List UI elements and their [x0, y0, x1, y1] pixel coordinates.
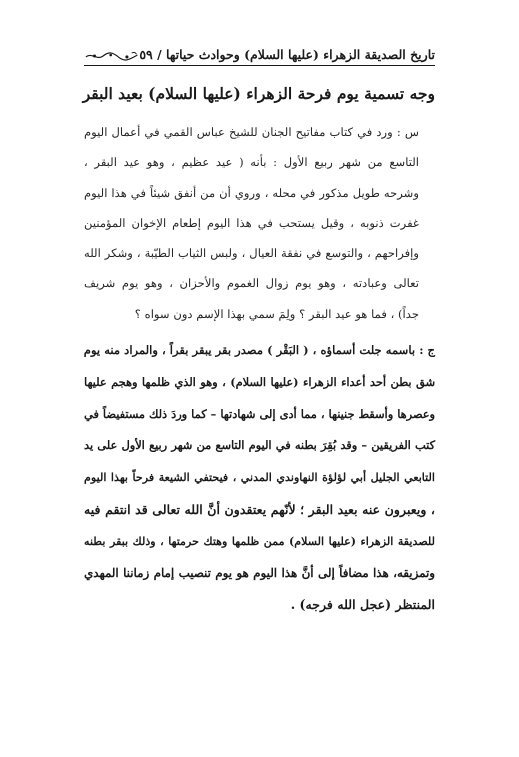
header-rule [84, 65, 435, 66]
question-line: وإفراحهم ، والتوسع في نفقة العيال ، ولبس الثياب الطيّبة ، وشكر الله [84, 246, 419, 261]
answer-line: ، ويعبرون عنه بعيد البقر ؛ لأنّهم يعتقدون أنَّ الله تعالى قد انتقم فيه [84, 501, 435, 517]
answer-line: المنتظر (عجل الله فرجه) . [290, 597, 435, 613]
answer-line: وتمزيقه، هذا مضافاً إلى أنَّ هذا اليوم هو يوم تنصيب إمام زماننا المهدي [84, 565, 435, 580]
question-line: س : ورد في كتاب مفاتيح الجنان للشيخ عباس القمي في أعمال اليوم [84, 125, 419, 139]
question-line: جداً) ، فما هو عيد البقر ؟ ولِمَ سمي بهذا الإسم دون سواه ؟ [134, 306, 419, 321]
section-heading: وجه تسمية يوم فرحة الزهراء (عليها السلام) بعيد البقر [82, 84, 435, 103]
answer-line: شق بطن أحد أعداء الزهراء (عليها السلام) ، وهو الذي ظلمها وهجم عليها [84, 374, 435, 389]
question-line: غفرت ذنوبه ، وقيل يستحب في هذا اليوم إطعام الإخوان المؤمنين [84, 215, 419, 230]
question-line: التاسع من شهر ربيع الأول : بأنه ( عيد عظيم ، وهو عيد البقر ، [84, 155, 419, 170]
question-paragraph [84, 117, 419, 329]
answer-line: التابعي الجليل أبي لؤلؤة النهاوندي المدني ، فيحتفي الشيعة فرحاً بهذا اليوم [84, 471, 435, 485]
running-head: تاريخ الصديقة الزهراء (عليها السلام) وحوادث حياتها / ٥٩ [139, 47, 435, 62]
answer-paragraph [84, 335, 435, 621]
question-line: تعالى وعبادته ، وهو يوم زوال الغموم والأحزان ، وهو يوم شريف [84, 276, 419, 291]
answer-line: ج : باسمه جلت أسماؤه ، ( البَقْر ) مصدر بقر يبقر بقراً ، والمراد منه يوم [83, 343, 435, 357]
floral-ornament-icon [84, 50, 139, 62]
answer-line: كتب الفريقين – وقد بُقِرَ بطنه في اليوم التاسع من شهر ربيع الأول على يد [84, 438, 435, 453]
question-line: وشرحه طويل مذكور في محله ، وروي أن من أنفق شيئاً في هذا اليوم [84, 185, 419, 200]
answer-line: للصديقة الزهراء (عليها السلام) ممن ظلمها وهتك حرمتها ، وذلك ببقر بطنه [84, 534, 435, 548]
answer-line: وعصرها وأسقط جنينها ، مما أدى إلى شهادتها – كما وردَ ذلك مستفيضاً في [84, 406, 435, 421]
page-header [84, 40, 435, 64]
